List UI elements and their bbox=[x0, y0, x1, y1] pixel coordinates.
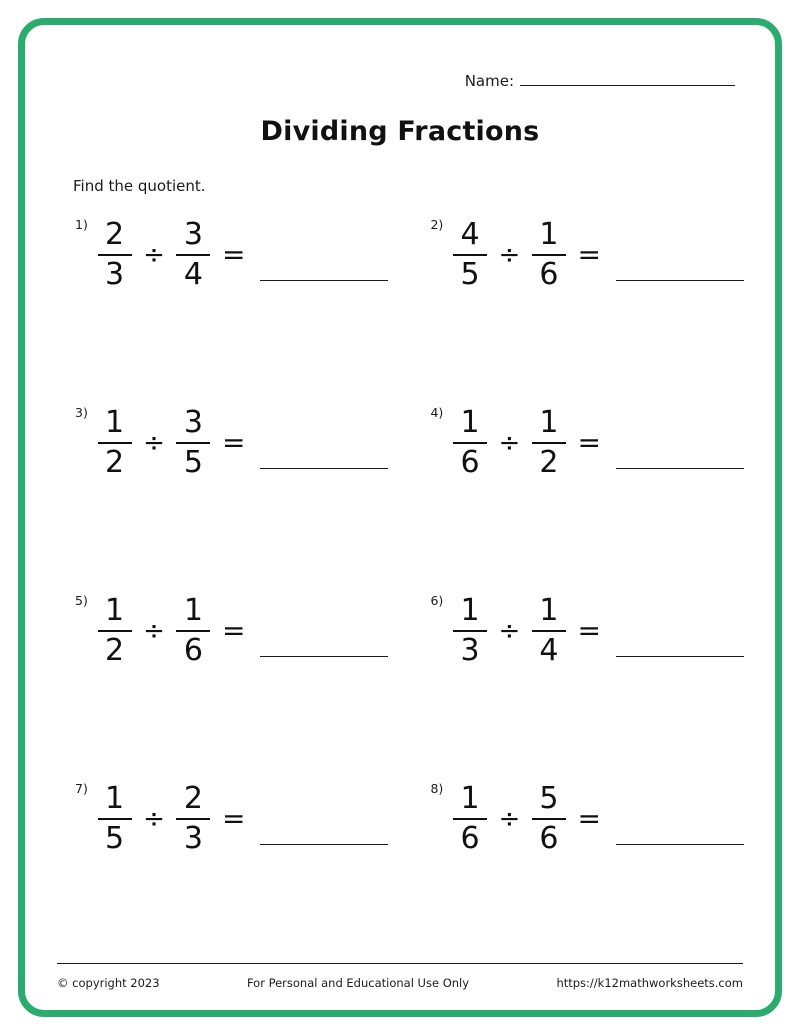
denominator: 5 bbox=[460, 256, 480, 292]
denominator: 5 bbox=[183, 444, 203, 480]
numerator: 1 bbox=[460, 405, 480, 440]
problem-item bbox=[388, 205, 743, 393]
denominator: 6 bbox=[460, 444, 480, 480]
numerator: 1 bbox=[539, 405, 559, 440]
fraction-bar bbox=[176, 254, 210, 256]
denominator: 2 bbox=[539, 444, 559, 480]
problem-item bbox=[61, 769, 388, 957]
fraction-right bbox=[176, 407, 211, 479]
fraction-right bbox=[531, 783, 566, 855]
fraction-left bbox=[452, 407, 487, 479]
instructions-text: Find the quotient. bbox=[73, 177, 206, 195]
name-input-blank[interactable] bbox=[520, 71, 735, 86]
numerator: 1 bbox=[105, 781, 125, 816]
equals-icon: = bbox=[221, 614, 246, 648]
worksheet-content bbox=[25, 25, 775, 1010]
problem-expression bbox=[97, 219, 388, 291]
denominator: 6 bbox=[539, 256, 559, 292]
fraction-right bbox=[531, 219, 566, 291]
numerator: 1 bbox=[539, 593, 559, 628]
answer-blank[interactable] bbox=[616, 604, 744, 657]
footer-usage-note: For Personal and Educational Use Only bbox=[246, 976, 470, 990]
denominator: 6 bbox=[539, 820, 559, 856]
denominator: 5 bbox=[105, 820, 125, 856]
fraction-bar bbox=[453, 442, 487, 444]
fraction-bar bbox=[176, 818, 210, 820]
divide-icon: ÷ bbox=[498, 615, 521, 646]
numerator: 4 bbox=[460, 217, 480, 252]
fraction-bar bbox=[453, 818, 487, 820]
fraction-right bbox=[531, 407, 566, 479]
denominator: 2 bbox=[105, 444, 125, 480]
equals-icon: = bbox=[577, 238, 601, 272]
answer-blank[interactable] bbox=[616, 792, 744, 845]
footer-divider bbox=[57, 963, 743, 964]
problem-item bbox=[61, 581, 388, 769]
divide-icon: ÷ bbox=[498, 427, 521, 458]
problem-item bbox=[61, 205, 388, 393]
numerator: 2 bbox=[105, 217, 125, 252]
worksheet-border bbox=[18, 18, 782, 1017]
divide-icon: ÷ bbox=[143, 803, 165, 834]
divide-icon: ÷ bbox=[143, 239, 165, 270]
numerator: 1 bbox=[460, 781, 480, 816]
problem-item bbox=[388, 581, 743, 769]
answer-blank[interactable] bbox=[260, 416, 388, 469]
problem-number: 4) bbox=[430, 405, 444, 420]
fraction-bar bbox=[532, 442, 566, 444]
equals-icon: = bbox=[577, 614, 601, 648]
problem-number: 6) bbox=[430, 593, 444, 608]
problem-expression bbox=[97, 407, 388, 479]
fraction-bar bbox=[532, 254, 566, 256]
footer-copyright: © copyright 2023 bbox=[57, 976, 160, 990]
fraction-bar bbox=[98, 254, 132, 256]
problem-expression bbox=[452, 407, 743, 479]
fraction-bar bbox=[98, 442, 132, 444]
problem-expression bbox=[97, 595, 388, 667]
fraction-bar bbox=[532, 630, 566, 632]
fraction-bar bbox=[176, 442, 210, 444]
footer bbox=[57, 976, 743, 990]
fraction-right bbox=[531, 595, 566, 667]
equals-icon: = bbox=[221, 426, 246, 460]
numerator: 1 bbox=[105, 593, 125, 628]
fraction-bar bbox=[98, 818, 132, 820]
denominator: 2 bbox=[105, 632, 125, 668]
numerator: 1 bbox=[105, 405, 125, 440]
answer-blank[interactable] bbox=[260, 228, 388, 281]
denominator: 3 bbox=[460, 632, 480, 668]
fraction-left bbox=[97, 219, 132, 291]
equals-icon: = bbox=[577, 426, 601, 460]
answer-blank[interactable] bbox=[260, 604, 388, 657]
problem-expression bbox=[452, 219, 743, 291]
fraction-bar bbox=[453, 630, 487, 632]
denominator: 6 bbox=[183, 632, 203, 668]
divide-icon: ÷ bbox=[143, 427, 165, 458]
numerator: 1 bbox=[539, 217, 559, 252]
numerator: 1 bbox=[183, 593, 203, 628]
problem-expression bbox=[452, 783, 743, 855]
equals-icon: = bbox=[577, 802, 601, 836]
problem-item bbox=[388, 393, 743, 581]
name-label: Name: bbox=[464, 72, 514, 90]
fraction-left bbox=[97, 783, 132, 855]
fraction-bar bbox=[453, 254, 487, 256]
footer-url: https://k12mathworksheets.com bbox=[556, 976, 743, 990]
fraction-left bbox=[97, 595, 132, 667]
problem-number: 5) bbox=[75, 593, 88, 608]
fraction-right bbox=[176, 219, 211, 291]
problem-number: 7) bbox=[75, 781, 88, 796]
denominator: 6 bbox=[460, 820, 480, 856]
fraction-left bbox=[452, 595, 487, 667]
answer-blank[interactable] bbox=[616, 416, 744, 469]
equals-icon: = bbox=[221, 238, 246, 272]
divide-icon: ÷ bbox=[498, 239, 521, 270]
equals-icon: = bbox=[221, 802, 246, 836]
fraction-right bbox=[176, 595, 211, 667]
numerator: 3 bbox=[183, 405, 203, 440]
denominator: 3 bbox=[105, 256, 125, 292]
denominator: 3 bbox=[183, 820, 203, 856]
problem-item bbox=[388, 769, 743, 957]
fraction-bar bbox=[532, 818, 566, 820]
fraction-bar bbox=[98, 630, 132, 632]
problem-number: 8) bbox=[430, 781, 444, 796]
fraction-left bbox=[97, 407, 132, 479]
fraction-left bbox=[452, 783, 487, 855]
problem-expression bbox=[97, 783, 388, 855]
denominator: 4 bbox=[539, 632, 559, 668]
problem-expression bbox=[452, 595, 743, 667]
numerator: 3 bbox=[183, 217, 203, 252]
fraction-bar bbox=[176, 630, 210, 632]
problem-grid bbox=[61, 205, 739, 957]
answer-blank[interactable] bbox=[260, 792, 388, 845]
problem-number: 1) bbox=[75, 217, 88, 232]
fraction-left bbox=[452, 219, 487, 291]
numerator: 2 bbox=[183, 781, 203, 816]
page-title: Dividing Fractions bbox=[260, 116, 540, 147]
fraction-right bbox=[176, 783, 211, 855]
denominator: 4 bbox=[183, 256, 203, 292]
problem-number: 3) bbox=[75, 405, 88, 420]
divide-icon: ÷ bbox=[498, 803, 521, 834]
problem-number: 2) bbox=[430, 217, 444, 232]
name-row bbox=[61, 71, 739, 90]
divide-icon: ÷ bbox=[143, 615, 165, 646]
numerator: 5 bbox=[539, 781, 559, 816]
answer-blank[interactable] bbox=[616, 228, 744, 281]
problem-item bbox=[61, 393, 388, 581]
numerator: 1 bbox=[460, 593, 480, 628]
